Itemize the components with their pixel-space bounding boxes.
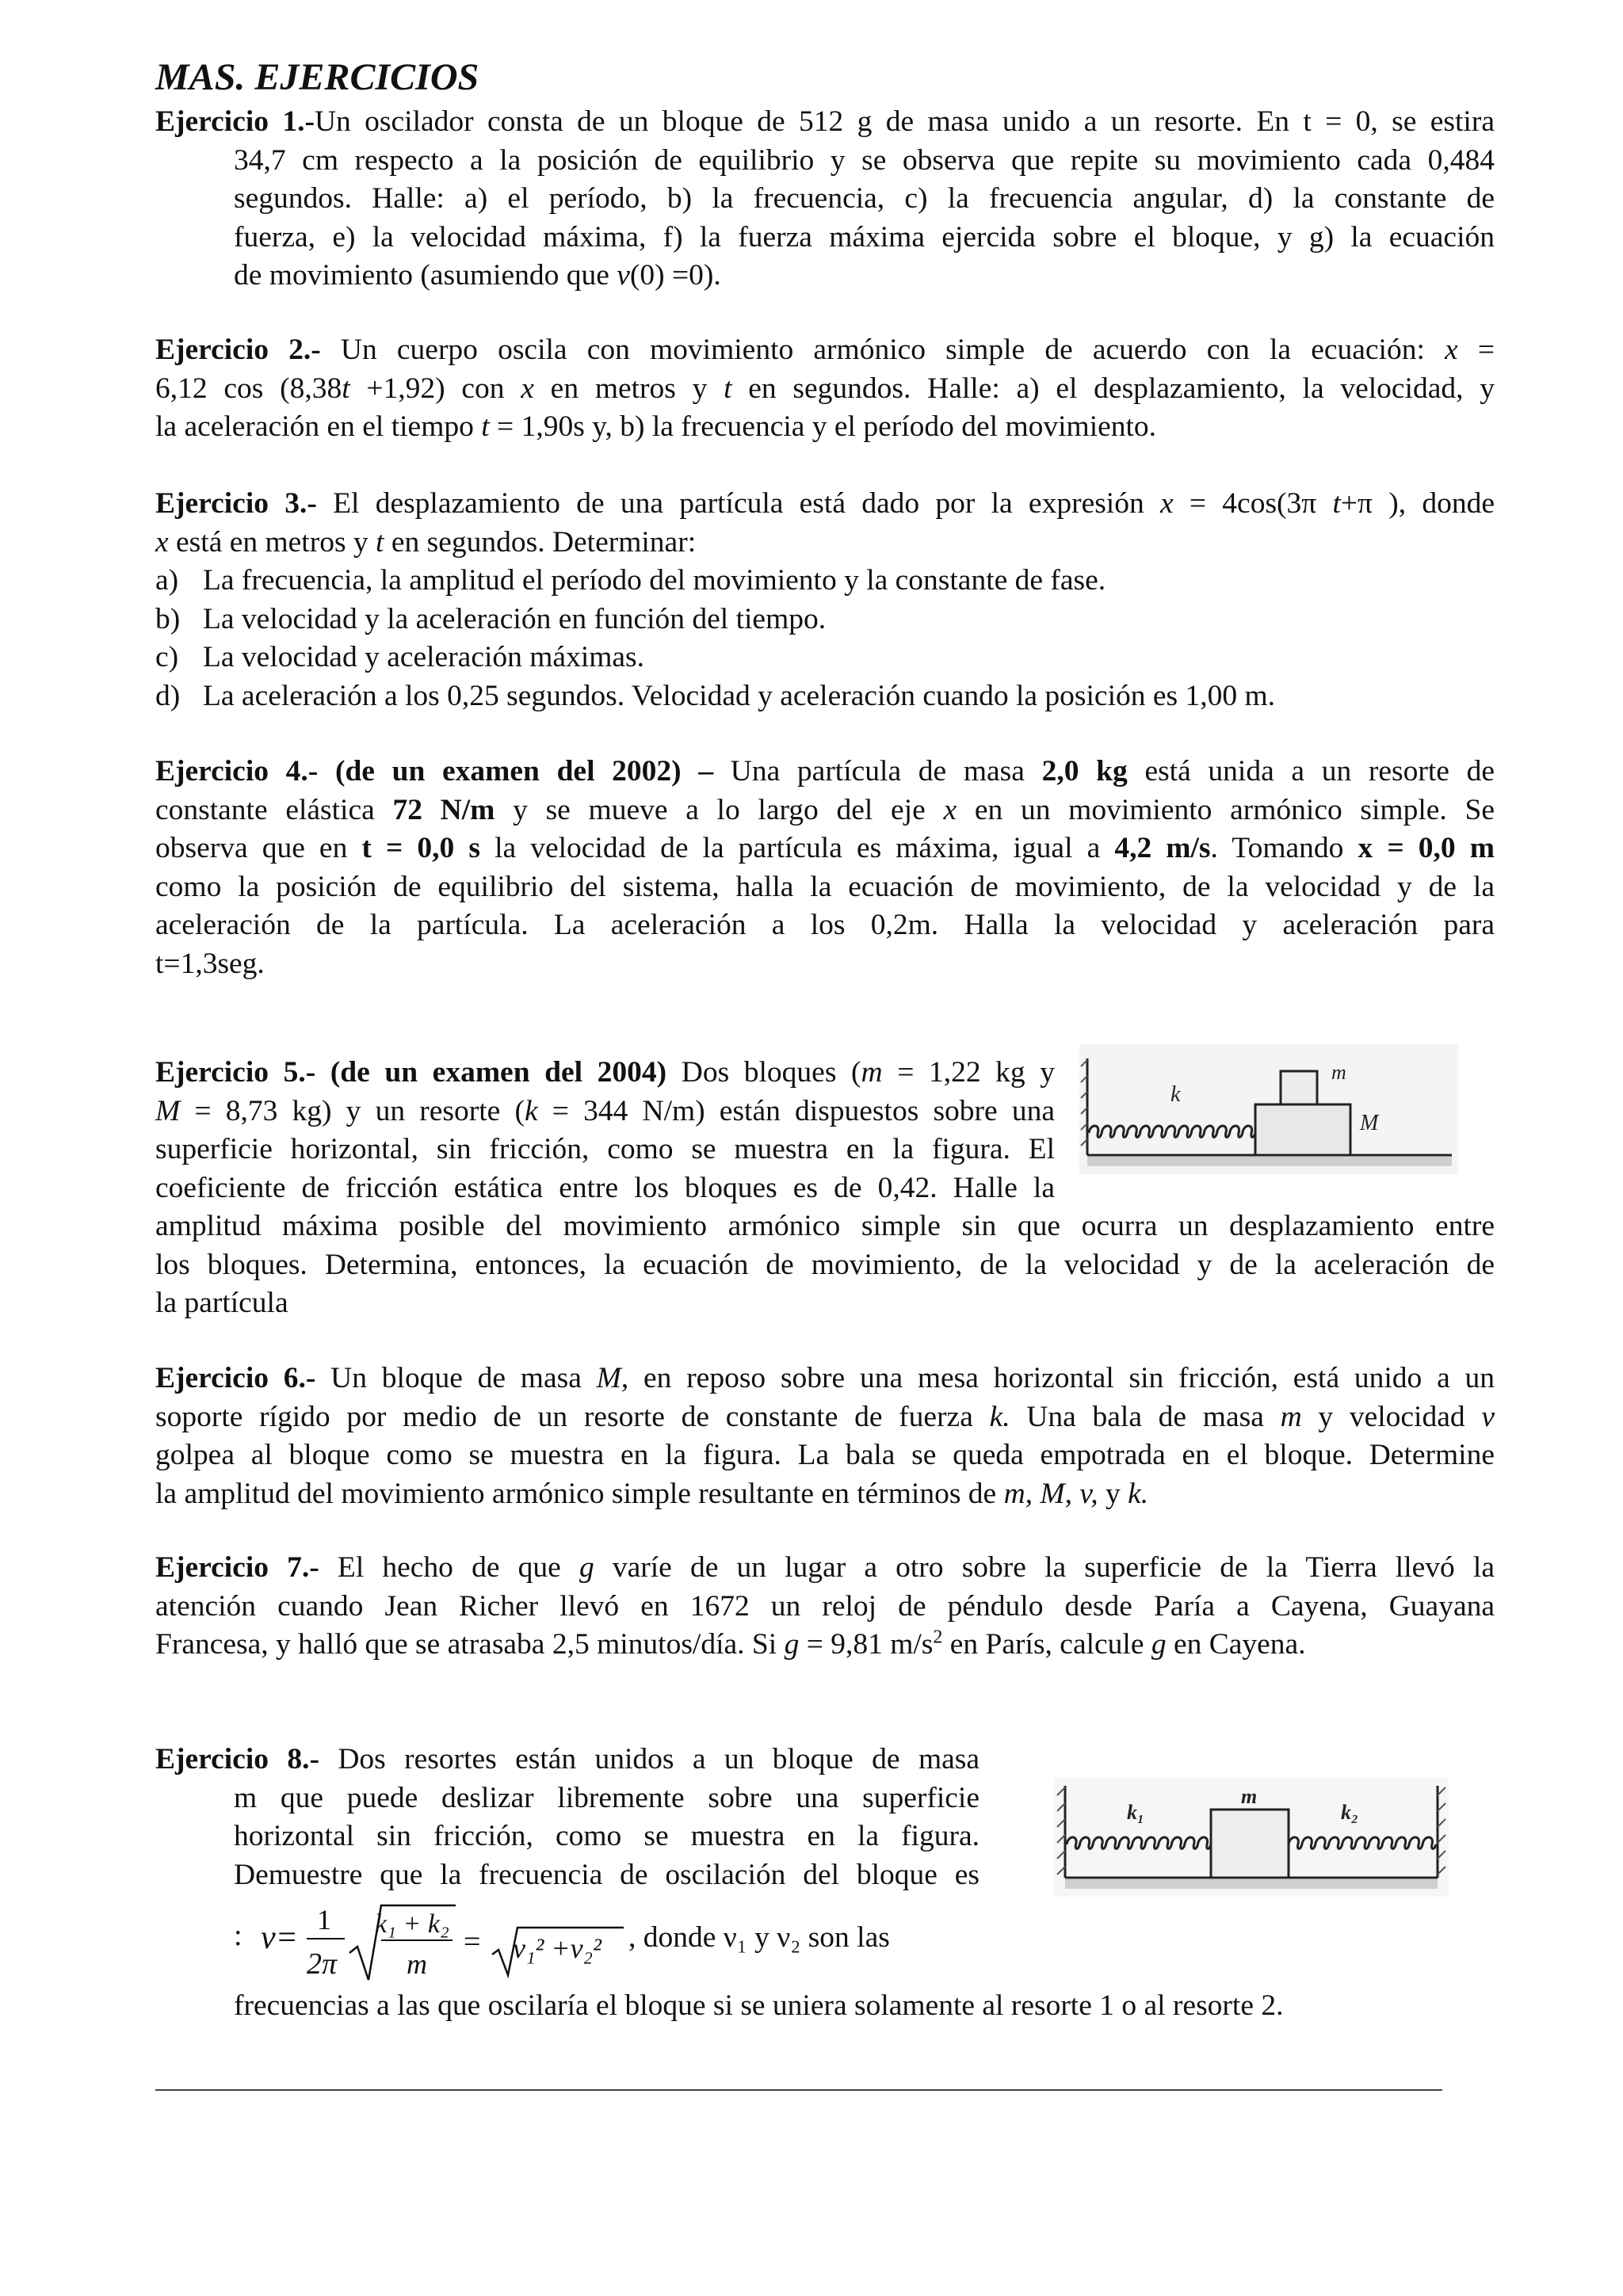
exercise-2-heading: Ejercicio 2.- — [155, 334, 321, 366]
exercise-8-heading: Ejercicio 8.- — [155, 1743, 319, 1775]
mass-M-label: M — [1360, 1111, 1379, 1135]
exercise-6: Ejercicio 6.- Un bloque de masa M, en reposo sobre una mesa horizontal sin fricción, está unido a un soporte rígido por medio de un resorte de constante de fuerza k. Una bala de masa m y velocidad v golpea al bloque como se muestra en la figura. La bala se queda empotrada en el bloque. Determine la amplitud del movimiento armónico simple resultante en términos de m, M, v, y k. — [155, 1362, 1495, 1510]
list-item: d) La aceleración a los 0,25 segundos. Velocidad y aceleración cuando la posición es 1,00 m. — [155, 679, 1276, 712]
svg-text:m: m — [407, 1948, 427, 1980]
list-item: a) La frecuencia, la amplitud el período del movimiento y la constante de fase. — [155, 564, 1106, 597]
exercise-3: Ejercicio 3.- El desplazamiento de una partícula está dado por la expresión x = 4cos(3π t+π ), donde x está en metros y t en segundos. Determinar: a) La frecuencia, la amplitud el período del movimiento y la constante de fase. b) La velocidad y la aceleración en función del tiempo. c) La velocidad y aceleración máximas. d) La aceleración a los 0,25 segundos. Velocidad y aceleración cuando la posición es 1,00 m. — [155, 485, 1495, 715]
exercise-8-final-line: frecuencias a las que oscilaría el bloque si se uniera solamente al resorte 1 o al resorte 2. — [234, 1989, 1284, 2022]
svg-text:=: = — [464, 1925, 481, 1958]
page-title: MAS. EJERCICIOS — [155, 56, 479, 98]
svg-text:ν=: ν= — [261, 1920, 298, 1956]
exercise-7: Ejercicio 7.- El hecho de que g varíe de un lugar a otro sobre la superficie de la Tierra llevó la atención cuando Jean Richer llevó en 1672 un reloj de péndulo desde Paría a Cayena, Guayana Francesa, y halló que se atrasaba 2,5 minutos/día. Si g = 9,81 $m/s^2$ en París, calcule g en Cayena. — [155, 1551, 1495, 1661]
mass-m-label: m — [1331, 1061, 1346, 1084]
svg-text:2π: 2π — [307, 1947, 338, 1981]
exercise-5-heading: Ejercicio 5.- (de un examen del 2004) — [155, 1056, 667, 1089]
exercise-8: Ejercicio 8.- Dos resortes están unidos a un bloque de masa m que puede deslizar libremente sobre una superficie horizontal sin fricción, como se muestra en la figura. Demuestre que la frecuencia de oscilación del bloque es — [155, 1743, 980, 1891]
exercise-7-heading: Ejercicio 7.- — [155, 1551, 319, 1584]
mass-m-label: m — [1241, 1785, 1258, 1808]
list-item: b) La velocidad y la aceleración en función del tiempo. — [155, 602, 827, 635]
two-blocks-spring-figure — [1079, 1044, 1458, 1174]
spring-k-label: k — [1170, 1082, 1181, 1107]
exercise-4: Ejercicio 4.- (de un examen del 2002) – Una partícula de masa 2,0 kg está unida a un resorte de constante elástica 72 N/m y se mueve a lo largo del eje x en un movimiento armónico simple. Se observa que en t = 0,0 s la velocidad de la partícula es máxima, igual a 4,2 m/s. Tomando x = 0,0 m como la posición de equilibrio del sistema, halla la ecuación de movimiento, de la velocidad y de la aceleración de la partícula. La aceleración a los 0,2m. Halla la velocidad y aceleración para t=1,3seg. — [155, 755, 1495, 980]
exercise-4-heading: Ejercicio 4.- (de un examen del 2002) – — [155, 755, 714, 788]
spring-k1-label: k₁ — [1127, 1801, 1145, 1824]
spring-k2-label: k₂ — [1341, 1801, 1359, 1824]
exercise-5: Ejercicio 5.- (de un examen del 2004) Dos bloques (m = 1,22 kg y M = 8,73 kg) y un resorte (k = 344 N/m) están dispuestos sobre una superficie horizontal, sin fricción, como se muestra en la figura. El coeficiente de fricción estática entre los bloques es de 0,42. Halle la amplitud máxima posible del movimiento armónico simple sin que ocurra un desplazamiento entre los bloques. Determina, entonces, la ecuación de movimiento, de la velocidad y de la aceleración de la partícula — [155, 1056, 1495, 1319]
exercise-6-heading: Ejercicio 6.- — [155, 1362, 316, 1394]
exercise-2: Ejercicio 2.- Un cuerpo oscila con movimiento armónico simple de acuerdo con la ecuación: x = 6,12 cos (8,38t +1,92) con x en metros y t en segundos. Halle: a) el desplazamiento, la velocidad, y la aceleración en el tiempo t = 1,90s y, b) la frecuencia y el período del movimiento. — [155, 334, 1495, 443]
svg-text:, donde ν₁ y ν₂ son las: , donde ν₁ y ν₂ son las — [628, 1921, 890, 1954]
svg-text:1: 1 — [317, 1904, 331, 1936]
exercise-1: Ejercicio 1.-Un oscilador consta de un bloque de 512 g de masa unido a un resorte. En t = 0, se estira 34,7 cm respecto a la posición de equilibrio y se observa que repite su movimiento cada 0,484 segundos. Halle: a) el período, b) la frecuencia, c) la frecuencia angular, d) la constante de fuerza, e) la velocidad máxima, f) la fuerza máxima ejercida sobre el bloque, y g) la ecuación de movimiento (asumiendo que v(0) =0). — [155, 105, 1495, 292]
footer-divider — [155, 2089, 1442, 2091]
svg-text:ν₁² +ν₂²: ν₁² +ν₂² — [513, 1932, 601, 1964]
svg-text:k₁ + k₂: k₁ + k₂ — [375, 1909, 449, 1939]
svg-text::: : — [234, 1919, 242, 1952]
exercise-1-heading: Ejercicio 1.- — [155, 105, 315, 138]
frequency-formula — [234, 1897, 987, 1986]
two-springs-block-figure — [1054, 1778, 1449, 1897]
exercise-3-heading: Ejercicio 3.- — [155, 487, 317, 520]
list-item: c) La velocidad y aceleración máximas. — [155, 641, 645, 673]
